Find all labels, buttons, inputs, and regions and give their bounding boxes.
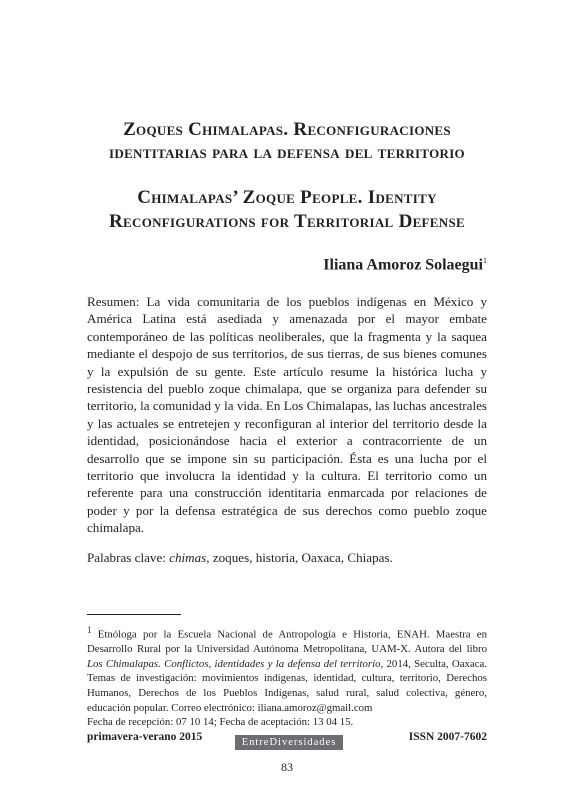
footer-issn: ISSN 2007-7602 — [408, 731, 487, 743]
author — [323, 256, 487, 274]
abstract — [87, 293, 487, 537]
title-en-line2: Reconfigurations for Territorial Defense — [109, 211, 465, 232]
footnote-dates: Fecha de recepción: 07 10 14; Fecha de aceptación: 13 04 15. — [87, 716, 354, 729]
keywords-rest: , zoques, historia, Oaxaca, Chiapas. — [206, 550, 393, 565]
author-footnote-mark[interactable]: 1 — [483, 256, 487, 265]
footnote-text-b: , 2014, Seculta, Oaxaca. Temas de investigación: movimientos indígenas, identidad, cultura, territorio, Derechos Humanos, Derechos de los Pueblos Indígenas, salud rural, salud colectiva, género, educación popular. Correo electrónico: iliana.amoroz@gmail.com — [87, 657, 487, 714]
footnote-mark: 1 — [87, 625, 92, 635]
page-number: 83 — [281, 760, 293, 774]
abstract-label: Resumen: — [87, 294, 140, 309]
author-name: Iliana Amoroz Solaegui — [323, 256, 483, 274]
keywords-label: Palabras clave: — [87, 550, 166, 565]
footnote-text-a: Etnóloga por la Escuela Nacional de Antropología e Historia, ENAH. Maestra en Desarrollo Rural por la Universidad Autónoma Metropolitana, UAM-X. Autora del libro — [87, 628, 487, 656]
title-en-line1: Chimalapas’ Zoque People. Identity — [137, 187, 437, 208]
journal-logo: EntreDiversidades — [235, 735, 343, 750]
footer-issue: primavera-verano 2015 — [87, 731, 203, 743]
footnote-divider — [87, 614, 181, 615]
footnote — [87, 623, 487, 730]
title-es-line2: identitarias para la defensa del territorio — [109, 142, 465, 163]
abstract-text: La vida comunitaria de los pueblos indígenas en México y América Latina está asediada y amenazada por el mayor embate contemporáneo de las políticas neoliberales, que la fragmenta y la saquea mediante el despojo de sus territorios, de sus tierras, de sus bienes comunes y la expulsión de su gente. Este artículo resume la histórica lucha y resistencia del pueblo zoque chimalapa, que se organiza para defender su territorio, la comunidad y la vida. En Los Chimalapas, las luchas ancestrales y las actuales se entretejen y reconfiguran al interior del territorio desde la identidad, posicionándose hacia el exterior a contracorriente de un desarrollo que se impone sin su participación. Ésta es una lucha por el territorio que involucra la identidad y la cultura. El territorio como un referente para una construcción identitaria enmarcada por relaciones de poder y por la defensa estratégica de sus derechos como pueblo zoque chimalapa. — [87, 294, 487, 536]
title-es-line1: Zoques Chimalapas. Reconfiguraciones — [123, 119, 451, 140]
keywords — [87, 549, 487, 566]
keywords-italic-term: chimas — [169, 550, 207, 565]
footnote-book-title: Los Chimalapas. Conflictos, identidades y la defensa del territorio — [87, 657, 381, 670]
